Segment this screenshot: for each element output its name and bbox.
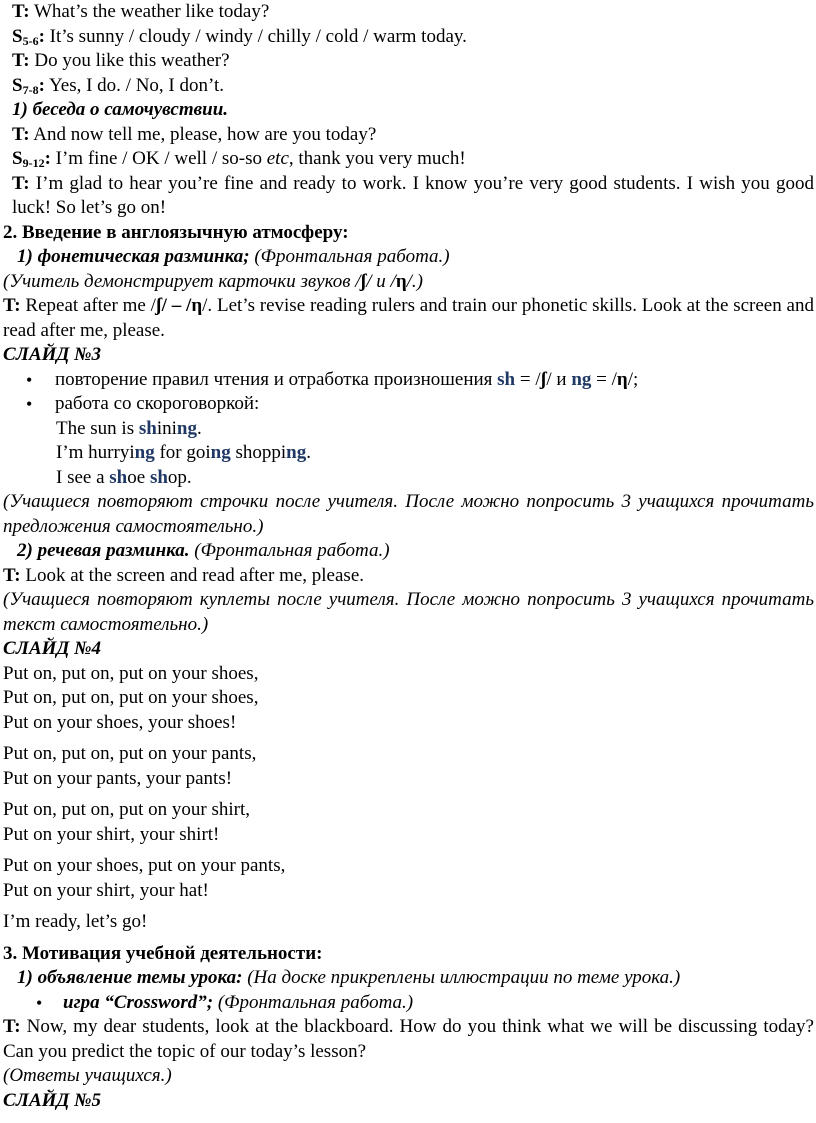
song-verse bbox=[3, 742, 814, 791]
song-verse bbox=[3, 798, 814, 847]
song-line: Put on, put on, put on your shoes, bbox=[3, 662, 259, 684]
highlighted-letters: ng bbox=[134, 442, 155, 463]
dialogue-line: $S_{9-12}$: I’m fine / OK / well / so-so etc, thank you very much! bbox=[12, 148, 466, 170]
subsection-heading: 1) фонетическая разминка; (Фронтальная работа.) bbox=[17, 246, 450, 267]
twister-text: I’m hurryi bbox=[56, 442, 135, 463]
highlighted-letters: sh bbox=[138, 417, 157, 439]
teacher-note: (Ответы учащихся.) bbox=[3, 1065, 172, 1086]
dialogue-line: T: Now, my dear students, look at the blackboard. How do you think what we will be discussing today? Can you predict the topic of our today’s lesson? bbox=[3, 1016, 814, 1062]
song-line: Put on your shoes, your shoes! bbox=[3, 711, 237, 733]
highlighted-letters: sh bbox=[149, 466, 168, 488]
bullet-item: • повторение правил чтения и отработка произношения sh = /ʃ/ и ng = /η/; bbox=[3, 368, 814, 393]
slide-label: СЛАЙД №4 bbox=[3, 638, 102, 659]
tongue-twister-line bbox=[3, 441, 814, 466]
document-page bbox=[3, 0, 814, 1113]
tongue-twister-line bbox=[3, 466, 814, 491]
song-line: Put on your shirt, your shirt! bbox=[3, 823, 220, 845]
highlighted-letters: ng bbox=[286, 442, 307, 463]
highlighted-letters: ng bbox=[210, 442, 231, 463]
teacher-note: (Учитель демонстрирует карточки звуков /ʃ/ и /η/.) bbox=[3, 270, 423, 292]
song-verse bbox=[3, 662, 814, 736]
twister-text: ini bbox=[156, 417, 177, 439]
dialogue-line: T: What’s the weather like today? bbox=[12, 1, 270, 22]
twister-text: op. bbox=[167, 466, 192, 488]
slide-label: СЛАЙД №3 bbox=[3, 344, 102, 365]
song-verse bbox=[3, 910, 814, 935]
song-line: Put on, put on, put on your shirt, bbox=[3, 799, 251, 820]
section-heading: 2. Введение в англоязычную атмосферу: bbox=[3, 221, 349, 243]
song-line: Put on your shoes, put on your pants, bbox=[3, 855, 286, 876]
song-line: Put on, put on, put on your shoes, bbox=[3, 687, 259, 708]
dialogue-line: T: And now tell me, please, how are you today? bbox=[12, 123, 377, 145]
teacher-note: (Учащиеся повторяют строчки после учителя. После можно попросить 3 учащихся прочитать предложения самостоятельно.) bbox=[3, 491, 814, 537]
bullet-item: • игра “Crossword”; (Фронтальная работа.) bbox=[3, 991, 814, 1016]
subsection-heading: 1) объявление темы урока: (На доске прикреплены иллюстрации по теме урока.) bbox=[17, 967, 681, 988]
song-line: I’m ready, let’s go! bbox=[3, 911, 148, 932]
dialogue-line: $S_{7-8}$: Yes, I do. / No, I don’t. bbox=[12, 74, 225, 97]
dialogue-line: T: Look at the screen and read after me, please. bbox=[3, 564, 365, 586]
song-line: Put on your pants, your pants! bbox=[3, 767, 233, 789]
dialogue-line: T: Do you like this weather? bbox=[12, 50, 230, 71]
highlighted-letters: ng bbox=[176, 417, 197, 439]
bullet-item: • работа со скороговоркой: bbox=[3, 392, 814, 417]
subsection-heading: 2) речевая разминка. (Фронтальная работа.) bbox=[17, 540, 390, 561]
twister-text: shoppi bbox=[230, 442, 287, 463]
dialogue-line: $S_{5-6}$: It’s sunny / cloudy / windy / chilly / cold / warm today. bbox=[12, 25, 467, 48]
song-line: Put on, put on, put on your pants, bbox=[3, 743, 257, 764]
highlighted-letters: sh bbox=[109, 466, 128, 488]
twister-text: oe bbox=[127, 466, 150, 488]
dialogue-line: T: Repeat after me /ʃ/ – /η/. Let’s revise reading rulers and train our phonetic skills. Look at the screen and read after me, please. bbox=[3, 295, 814, 341]
subsection-heading: 1) беседа о самочувствии. bbox=[12, 99, 229, 120]
twister-text: . bbox=[306, 442, 311, 463]
tongue-twister-line bbox=[3, 417, 814, 442]
slide-label: СЛАЙД №5 bbox=[3, 1089, 102, 1111]
song-line: Put on your shirt, your hat! bbox=[3, 879, 209, 901]
twister-text: . bbox=[196, 417, 202, 439]
twister-text: The sun is bbox=[56, 417, 139, 439]
song-verse bbox=[3, 854, 814, 903]
dialogue-line: T: I’m glad to hear you’re fine and ready to work. I know you’re very good students. I wish you good luck! So let’s go on! bbox=[12, 172, 814, 218]
teacher-note: (Учащиеся повторяют куплеты после учителя. После можно попросить 3 учащихся прочитать текст самостоятельно.) bbox=[3, 589, 814, 635]
twister-text: I see a bbox=[56, 466, 110, 488]
twister-text: for goi bbox=[154, 442, 211, 463]
section-heading: 3. Мотивация учебной деятельности: bbox=[3, 942, 323, 964]
